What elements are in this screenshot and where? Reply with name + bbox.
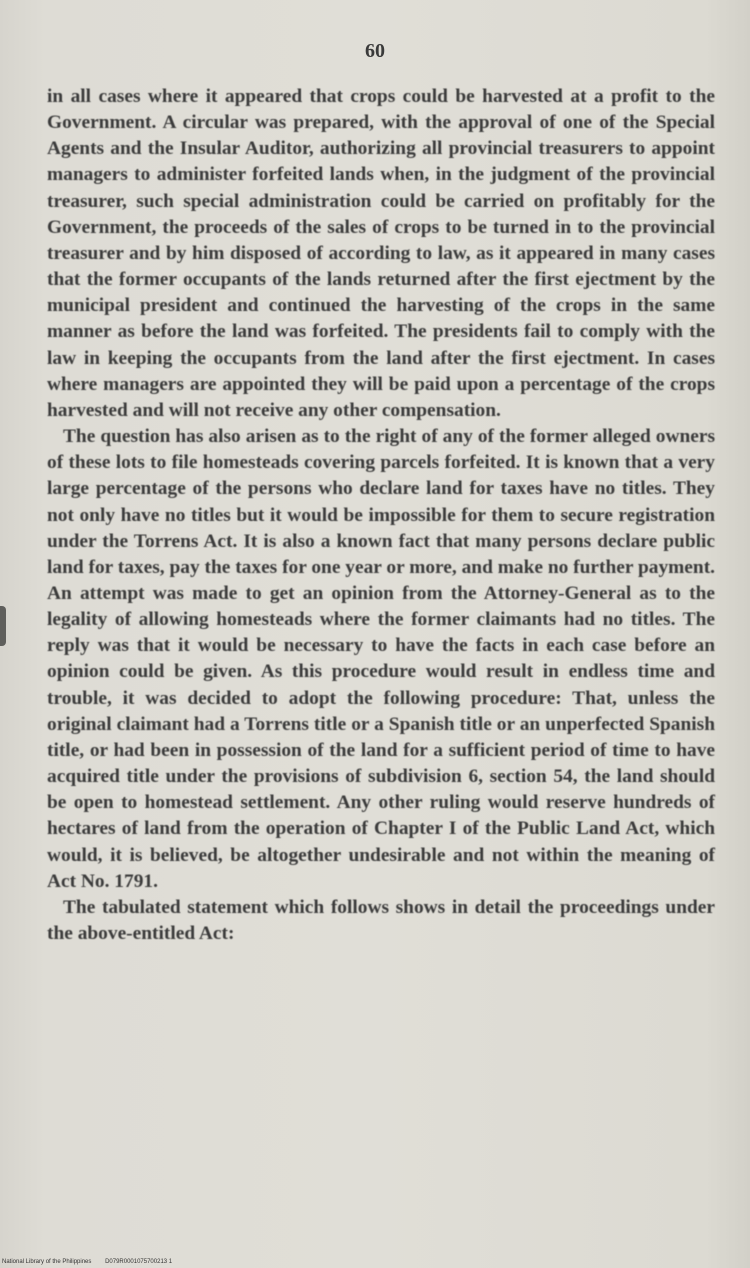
footer-library: National Library of the Philippines [2, 1259, 92, 1265]
scan-footer [2, 1259, 172, 1265]
page-number: 60 [365, 40, 385, 62]
paragraph-3: The tabulated statement which follows shows in detail the proceedings under the above-entitled Act: [47, 896, 715, 944]
body-text [47, 84, 715, 947]
paragraph-2: The question has also arisen as to the right of any of the former alleged owners of these lots to file homesteads covering parcels forfeited. It is known that a very large percentage of the persons who declare land for taxes have no titles. They not only have no titles but it would be impossible for them to secure registration under the Torrens Act. It is also a known fact that many persons declare public land for taxes, pay the taxes for one year or more, and make no further payment. An attempt was made to get an opinion from the Attorney-General as to the legality of allowing homesteads where the former claimants had no titles. The reply was that it would be necessary to have the facts in each case before an opinion could be given. As this procedure would result in endless time and trouble, it was decided to adopt the following procedure: That, unless the original claimant had a Torrens title or a Spanish title or an unperfected Spanish title, or had been in possession of the land for a sufficient period of time to have acquired title under the provisions of subdivision 6, section 54, the land should be open to homestead settlement. Any other ruling would reserve hundreds of hectares of land from the operation of Chapter I of the Public Land Act, which would, it is believed, be altogether undesirable and not within the meaning of Act No. 1791. [47, 426, 715, 892]
binding-edge-mark [0, 606, 6, 646]
footer-code: D079R0001075700213 1 [105, 1259, 173, 1265]
paragraph-1: in all cases where it appeared that crops could be harvested at a profit to the Government. A circular was prepared, with the approval of one of the Special Agents and the Insular Auditor, authorizing all provincial treasurers to appoint managers to administer forfeited lands when, in the judgment of the provincial treasurer, such special administration could be carried on profitably for the Government, the proceeds of the sales of crops to be turned in to the provincial treasurer and by him disposed of according to law, as it appeared in many cases that the former occupants of the lands returned after the first ejectment by the municipal president and continued the harvesting of the crops in the same manner as before the land was forfeited. The presidents fail to comply with the law in keeping the occupants from the land after the first ejectment. In cases where managers are appointed they will be paid upon a percentage of the crops harvested and will not receive any other compensation. [47, 86, 715, 421]
